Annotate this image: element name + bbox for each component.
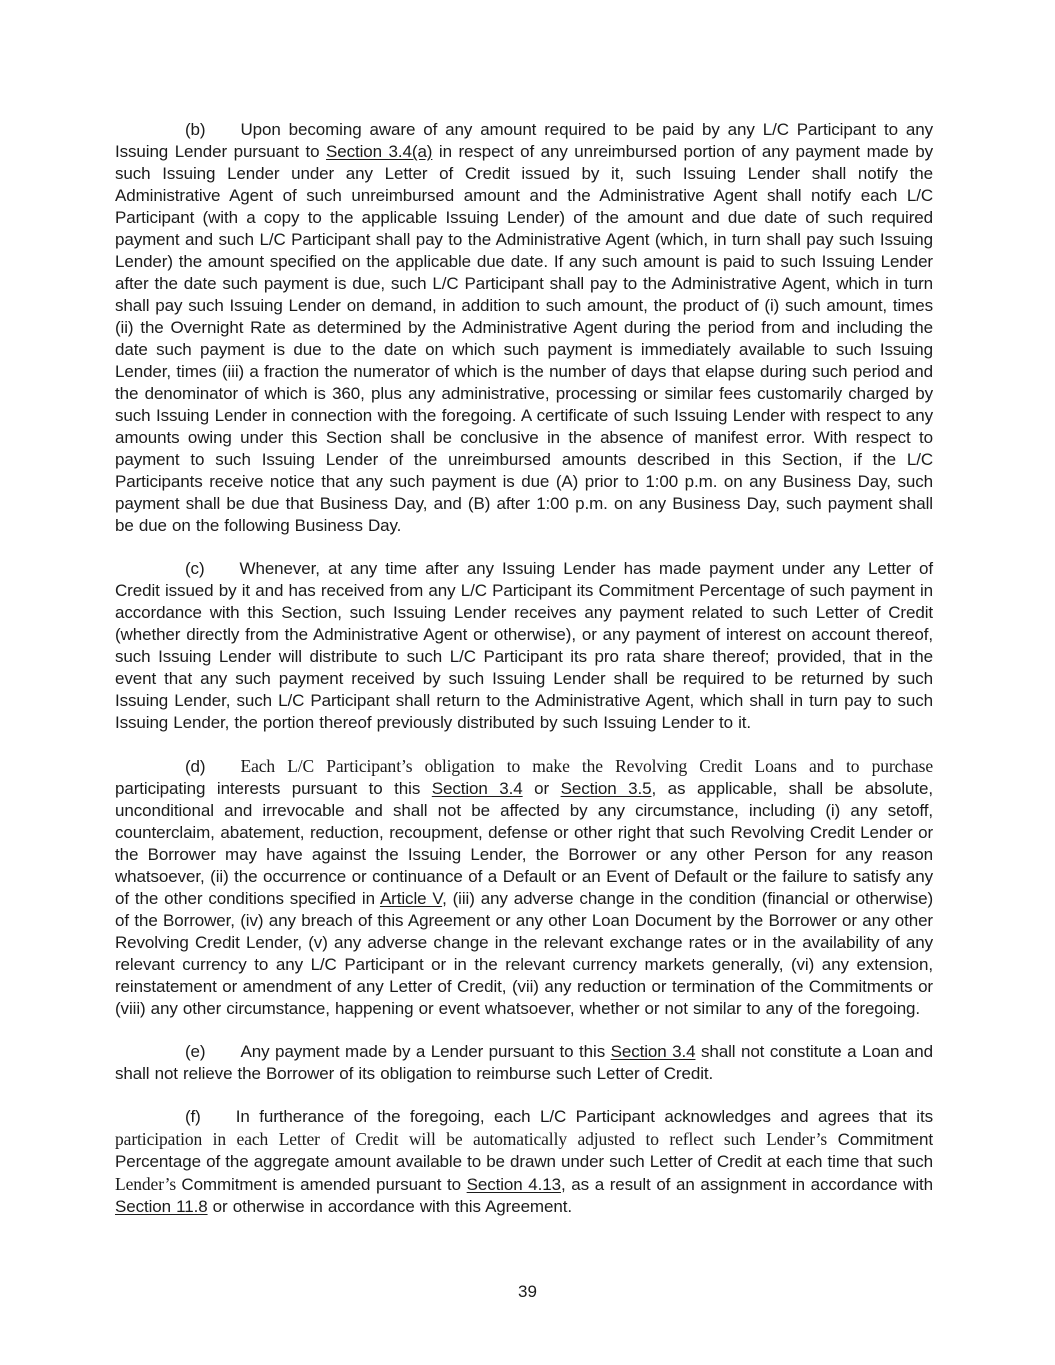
tab-space [205,1056,240,1057]
paragraph-f [115,1106,933,1218]
text-segment: Each L/C Participant’s obligation to make the Revolving Credit Loans and to purchase [240,756,933,776]
tab-space [205,771,240,772]
paragraph-label: (e) [185,1042,206,1061]
text-segment: or otherwise in accordance with this Agreement. [207,1197,572,1216]
paragraph-label: (d) [185,757,206,776]
section-reference: Article V [379,889,443,908]
section-reference: Section 3.5 [560,779,652,798]
text-segment: , (iii) any adverse change in the condition (financial or otherwise) of the Borrower, (iv) any breach of this Agreement or any other Loan Document by the Borrower or any other Revolving Credit Lender, (v) any adverse change in the relevant exchange rates or in the availability of any relevant currency to any L/C Participant or in the relevant currency markets generally, (vi) any extension, reinstatement or amendment of any Letter of Credit, (vii) any reduction or termination of the Commitments or (viii) any other circumstance, happening or event whatsoever, whether or not similar to any of the foregoing. [115,889,934,1018]
text-segment: Commitment is amended pursuant to [181,1175,467,1194]
paragraph-b [115,119,933,537]
paragraph-label: (f) [185,1107,201,1126]
tab-space [205,134,240,135]
tab-space [205,573,240,574]
paragraph-c [115,558,933,734]
text-segment: participation in each Letter of Credit will be automatically adjusted to reflect such Lender’s [115,1129,838,1149]
paragraph-d [115,755,933,1020]
section-reference: Section 4.13 [466,1175,561,1194]
text-segment: In furtherance of the foregoing, each L/C Participant acknowledges and agrees that its [235,1107,933,1126]
section-reference: Section 11.8 [115,1197,208,1216]
paragraph-e [115,1041,933,1085]
text-segment: Upon becoming aware of any amount required to be paid by any L/C Participant to any Issuing Lender pursuant to [115,120,933,161]
text-segment: participating interests pursuant to this [115,779,432,798]
text-segment: or [522,779,561,798]
text-segment: , as a result of an assignment in accordance with [561,1175,933,1194]
text-segment: Any payment made by a Lender pursuant to this [240,1042,611,1061]
paragraph-label: (c) [185,559,205,578]
text-segment: Commitment Percentage of the aggregate amount available to be drawn under such Letter of Credit at each time that such [115,1130,933,1171]
text-segment: Lender’s [115,1174,182,1194]
text-segment: Whenever, at any time after any Issuing Lender has made payment under any Letter of Credit issued by it and has received from any L/C Participant its Commitment Percentage of such payment in accordance with this Section, such Issuing Lender receives any payment related to such Letter of Credit (whether directly from the Administrative Agent or otherwise), or any payment of interest on account thereof, such Issuing Lender will distribute to such L/C Participant its pro rata share thereof; provided, that in the event that any such payment received by such Issuing Lender shall be required to be returned by such Issuing Lender, such L/C Participant shall return to the Administrative Agent, which shall in turn pay to such Issuing Lender, the portion thereof previously distributed by such Issuing Lender to it. [115,559,933,732]
text-segment: in respect of any unreimbursed portion of any payment made by such Issuing Lender under any Letter of Credit issued by it, such Issuing Lender shall notify the Administrative Agent of such unreimbursed amount and the Administrative Agent shall notify each L/C Participant (with a copy to the applicable Issuing Lender) of the amount and due date of such required payment and such L/C Participant shall pay to the Administrative Agent (which, in turn shall pay such Issuing Lender) the amount specified on the applicable due date. If any such amount is paid to such Issuing Lender after the date such payment is due, such L/C Participant shall pay to the Administrative Agent, which in turn shall pay such Issuing Lender on demand, in addition to such amount, the product of (i) such amount, times (ii) the Overnight Rate as determined by the Administrative Agent during the period from and including the date such payment is due to the date on which such payment is immediately available to such Issuing Lender, times (iii) a fraction the numerator of which is the number of days that elapse during such period and the denominator of which is 360, plus any administrative, processing or similar fees customarily charged by such Issuing Lender in connection with the foregoing. A certificate of such Issuing Lender with respect to any amounts owing under this Section shall be conclusive in the absence of manifest error. With respect to payment to such Issuing Lender of the unreimbursed amounts described in this Section, if the L/C Participants receive notice that any such payment is due (A) prior to 1:00 p.m. on any Business Day, such payment shall be due that Business Day, and (B) after 1:00 p.m. on any Business Day, such payment shall be due on the following Business Day. [115,142,934,535]
text-segment: shall not constitute a Loan and shall not relieve the Borrower of its obligation to reimburse such Letter of Credit. [115,1042,933,1083]
section-reference: Section 3.4 [610,1042,696,1061]
tab-space [201,1121,236,1122]
page-number: 39 [518,1282,537,1301]
text-segment: , as applicable, shall be absolute, unconditional and irrevocable and shall not be affected by any circumstance, including (i) any setoff, counterclaim, abatement, reduction, recoupment, defense or other right that such Revolving Credit Lender or the Borrower may have against the Issuing Lender, the Borrower or any other Person for any reason whatsoever, (ii) the occurrence or continuance of a Default or an Event of Default or the failure to satisfy any of the other conditions specified in [115,779,933,908]
document-body [115,119,933,1239]
section-reference: Section 3.4(a) [326,142,433,161]
section-reference: Section 3.4 [431,779,523,798]
paragraph-label: (b) [185,120,206,139]
